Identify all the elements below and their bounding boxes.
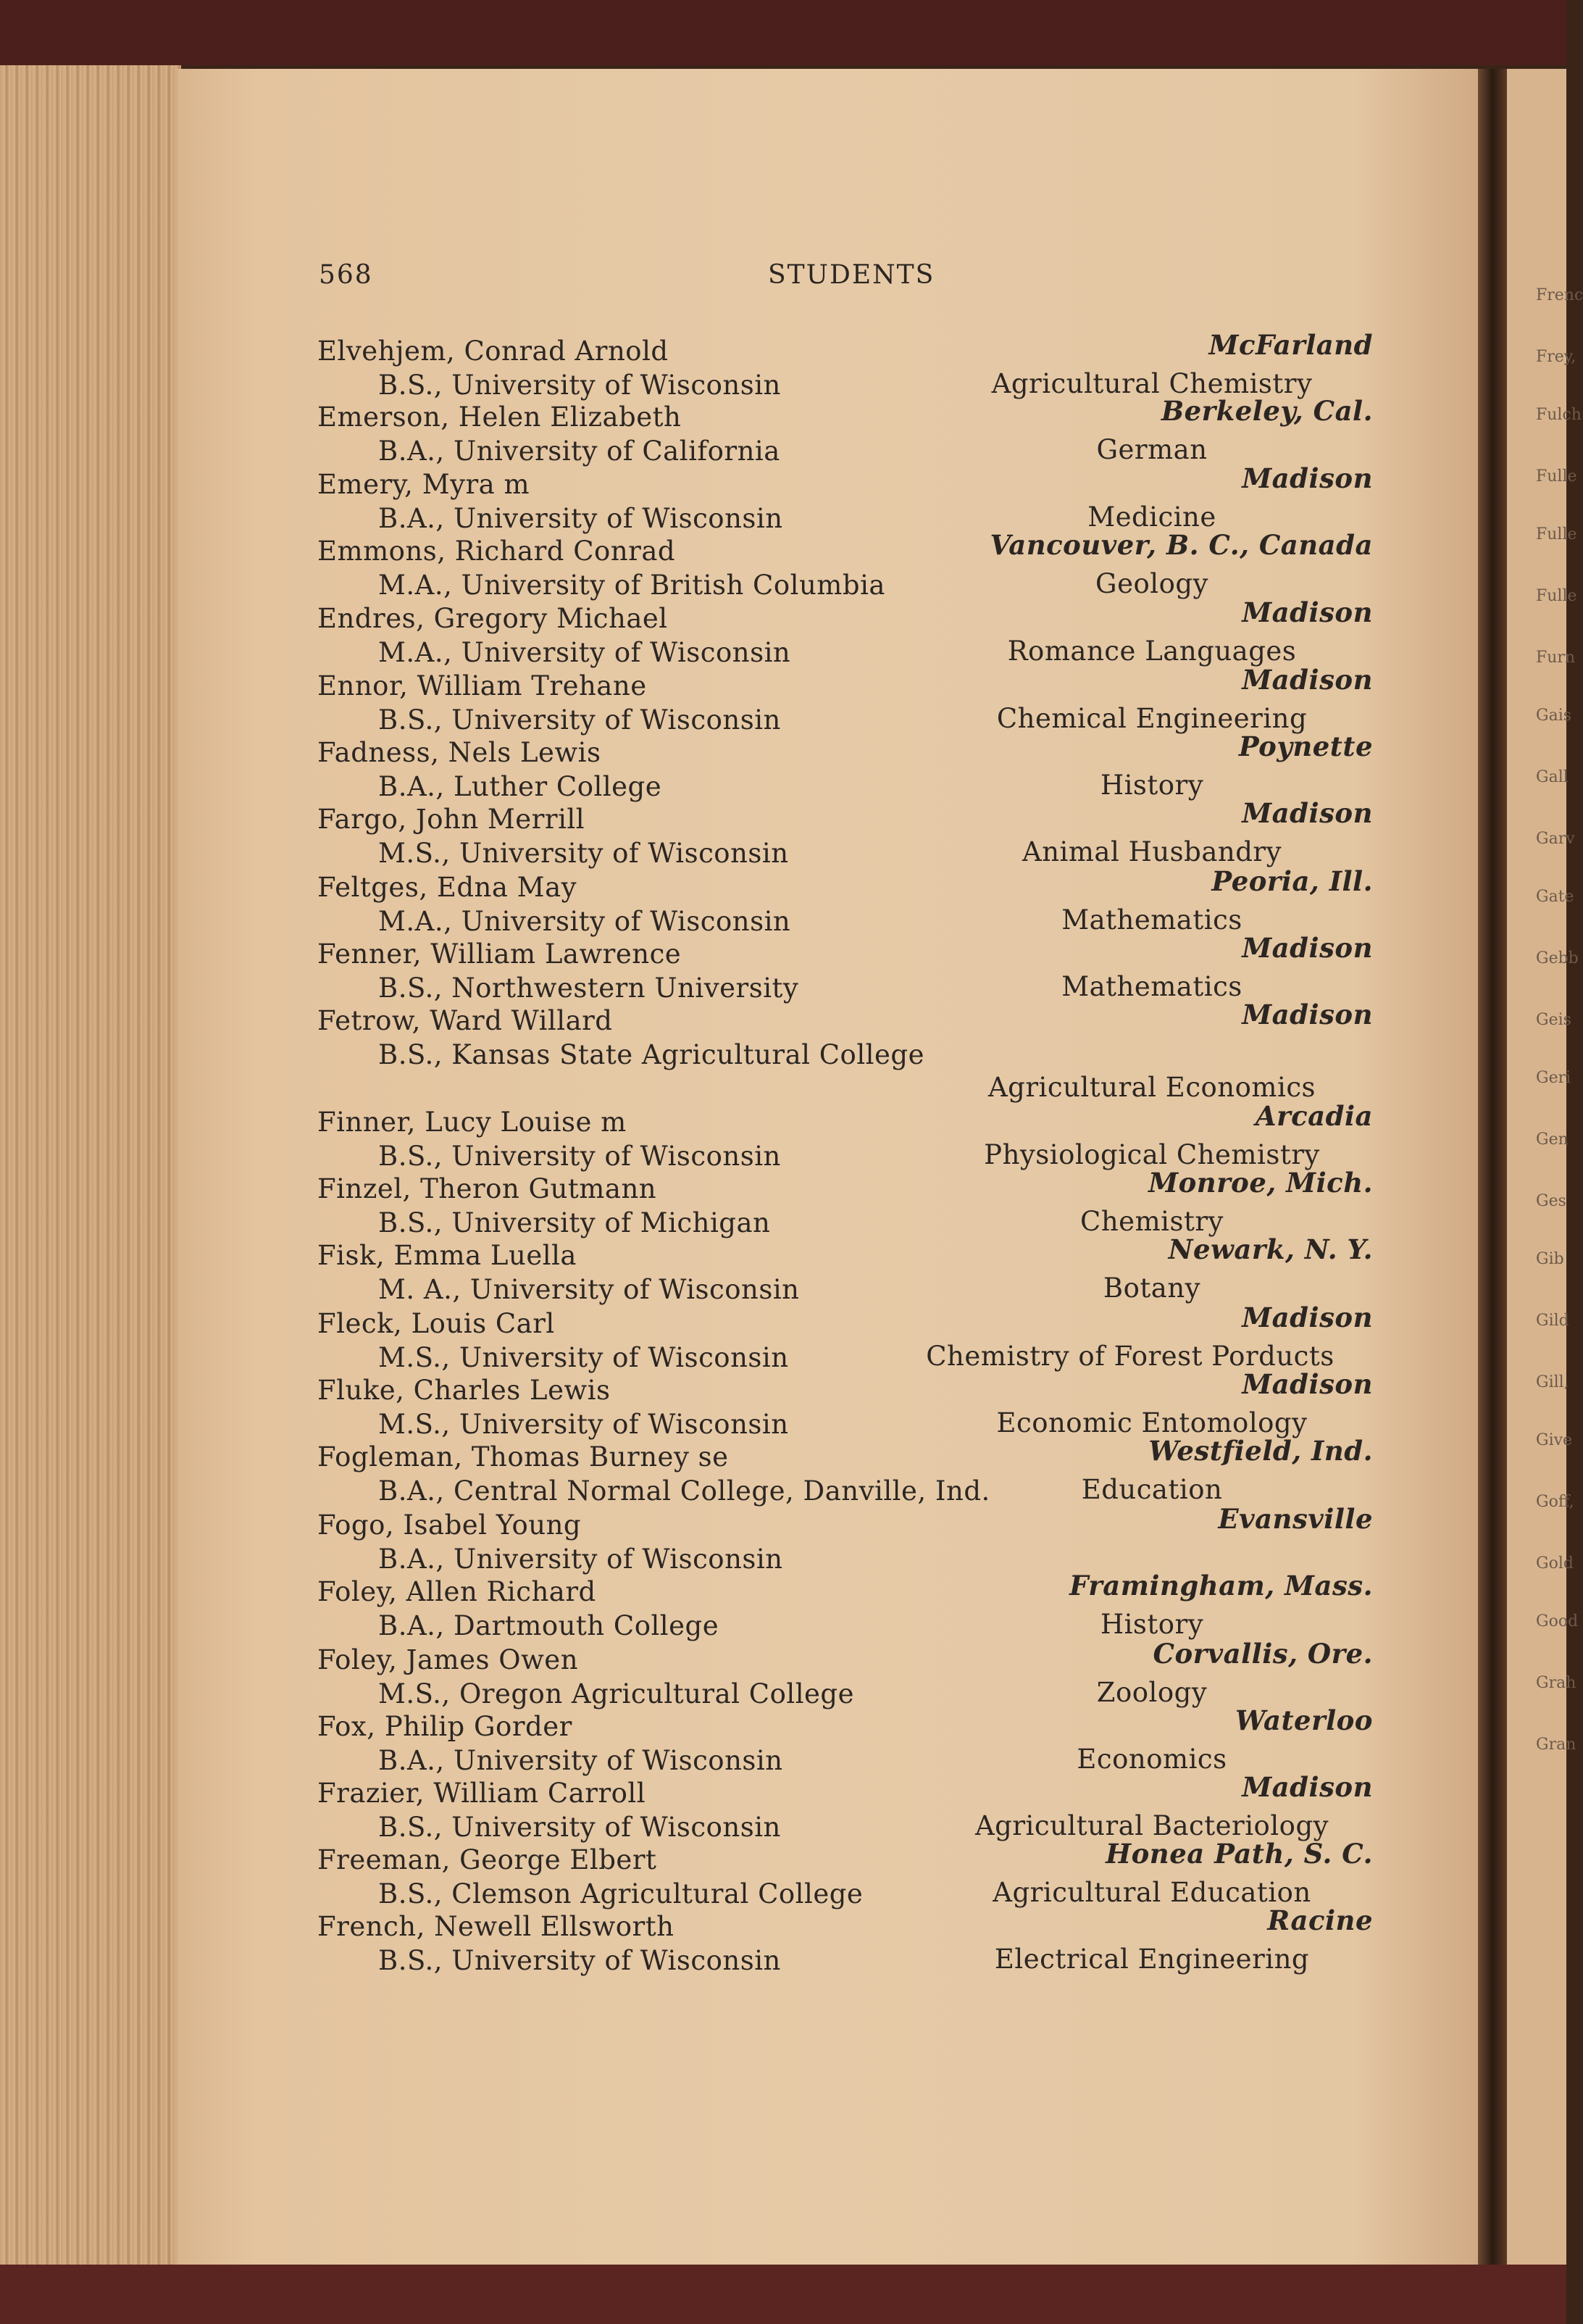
student-hometown: Madison: [1242, 1771, 1373, 1803]
student-name: Feltges, Edna May: [317, 872, 577, 903]
student-name: Finzel, Theron Gutmann: [317, 1173, 657, 1204]
student-name: Freeman, George Elbert: [317, 1844, 657, 1875]
student-major: Botany: [1103, 1273, 1201, 1304]
adjacent-page-fragment: Gate: [1536, 888, 1574, 906]
adjacent-page-fragment: Fulle: [1536, 587, 1577, 605]
student-degree: M.A., University of British Columbia: [378, 570, 885, 601]
student-name: Fargo, John Merrill: [317, 804, 585, 835]
student-degree: B.A., Central Normal College, Danville, Ind.: [378, 1475, 990, 1507]
student-hometown: Waterloo: [1235, 1704, 1373, 1736]
adjacent-page-fragment: Ges: [1536, 1192, 1566, 1210]
student-degree: M.S., Oregon Agricultural College: [378, 1678, 855, 1709]
adjacent-page-fragment: Goff,: [1536, 1493, 1574, 1511]
student-degree: B.A., University of Wisconsin: [378, 1745, 783, 1776]
adjacent-page-fragment: Gild: [1536, 1312, 1569, 1330]
student-degree: B.S., University of Wisconsin: [378, 704, 781, 736]
adjacent-page-fragment: Gebb: [1536, 949, 1579, 967]
student-hometown: Madison: [1242, 596, 1373, 628]
student-degree: M. A., University of Wisconsin: [378, 1274, 800, 1305]
student-name: Emerson, Helen Elizabeth: [317, 401, 682, 433]
student-degree: M.S., University of Wisconsin: [378, 1342, 789, 1373]
student-degree: B.A., University of California: [378, 436, 780, 467]
student-degree: B.S., Kansas State Agricultural College: [378, 1039, 924, 1070]
adjacent-page: [1507, 69, 1583, 2265]
student-name: Fadness, Nels Lewis: [317, 737, 601, 768]
student-name: Elvehjem, Conrad Arnold: [317, 336, 669, 367]
student-name: Frazier, William Carroll: [317, 1778, 646, 1809]
student-degree: B.S., Northwestern University: [378, 973, 799, 1004]
student-hometown: Madison: [1242, 1368, 1373, 1400]
student-major: History: [1100, 770, 1204, 801]
student-major: Mathematics: [1061, 904, 1242, 936]
student-degree: B.A., Dartmouth College: [378, 1610, 719, 1641]
book-cover-top: [0, 0, 1566, 65]
student-degree: M.A., University of Wisconsin: [378, 637, 791, 668]
adjacent-page-fragment: Gold: [1536, 1554, 1574, 1573]
student-hometown: Poynette: [1238, 730, 1373, 762]
adjacent-page-fragment: Fulch: [1536, 406, 1582, 424]
student-hometown: Berkeley, Cal.: [1161, 395, 1373, 427]
student-major: Geology: [1095, 568, 1208, 599]
student-major: Electrical Engineering: [994, 1944, 1310, 1975]
student-major: Agricultural Economics: [987, 1072, 1316, 1103]
student-name: Fogo, Isabel Young: [317, 1509, 582, 1541]
student-major: Agricultural Education: [993, 1877, 1311, 1908]
student-hometown: Madison: [1242, 797, 1373, 829]
student-major: Chemistry: [1080, 1206, 1224, 1237]
adjacent-page-fragment: Fulle: [1536, 467, 1577, 486]
student-name: Fox, Philip Gorder: [317, 1711, 572, 1742]
student-hometown: Peoria, Ill.: [1211, 865, 1373, 897]
student-degree: B.S., University of Wisconsin: [378, 1945, 781, 1976]
student-name: Foley, Allen Richard: [317, 1576, 596, 1607]
student-major: German: [1096, 434, 1208, 465]
adjacent-page-fragment: Frey,: [1536, 348, 1576, 366]
book-gutter: [1478, 69, 1507, 2265]
student-hometown: Madison: [1242, 462, 1373, 494]
student-major: Chemistry of Forest Porducts: [926, 1341, 1335, 1372]
student-major: Physiological Chemistry: [984, 1139, 1320, 1170]
adjacent-page-fragment: Good: [1536, 1612, 1579, 1630]
adjacent-page-fragment: Gran: [1536, 1736, 1576, 1754]
adjacent-page-fragment: Fulle: [1536, 525, 1577, 543]
student-degree: B.A., Luther College: [378, 771, 662, 802]
student-hometown: Racine: [1267, 1904, 1373, 1936]
student-name: Emery, Myra m: [317, 469, 530, 500]
student-name: Fetrow, Ward Willard: [317, 1005, 613, 1036]
student-name: Fogleman, Thomas Burney se: [317, 1441, 729, 1473]
student-hometown: Monroe, Mich.: [1148, 1167, 1373, 1199]
student-hometown: Westfield, Ind.: [1148, 1435, 1373, 1467]
adjacent-page-fragment: Gais: [1536, 707, 1572, 725]
student-name: Endres, Gregory Michael: [317, 603, 668, 634]
student-major: Mathematics: [1061, 971, 1242, 1002]
student-hometown: Madison: [1242, 1301, 1373, 1333]
student-major: Agricultural Bacteriology: [974, 1810, 1329, 1841]
student-hometown: Corvallis, Ore.: [1153, 1638, 1373, 1670]
page-number: 568: [319, 260, 373, 290]
student-degree: M.S., University of Wisconsin: [378, 838, 789, 869]
student-degree: B.S., University of Wisconsin: [378, 370, 781, 401]
student-name: Fenner, William Lawrence: [317, 938, 682, 970]
student-name: Fluke, Charles Lewis: [317, 1375, 611, 1406]
student-name: Fleck, Louis Carl: [317, 1308, 555, 1339]
student-major: Economic Entomology: [996, 1407, 1308, 1438]
student-degree: M.S., University of Wisconsin: [378, 1409, 789, 1440]
student-degree: B.S., University of Michigan: [378, 1207, 771, 1238]
adjacent-page-fragment: Gen: [1536, 1130, 1569, 1149]
student-major: Agricultural Chemistry: [991, 368, 1313, 399]
student-degree: B.S., University of Wisconsin: [378, 1141, 781, 1172]
student-hometown: Madison: [1242, 999, 1373, 1030]
student-major: Medicine: [1087, 501, 1216, 533]
student-major: History: [1100, 1609, 1204, 1640]
student-name: Emmons, Richard Conrad: [317, 536, 676, 567]
student-name: Ennor, William Trehane: [317, 670, 647, 701]
adjacent-page-fragment: Gill,: [1536, 1373, 1569, 1391]
student-major: Animal Husbandry: [1022, 836, 1282, 867]
student-degree: B.S., Clemson Agricultural College: [378, 1878, 864, 1909]
student-hometown: McFarland: [1208, 329, 1373, 361]
student-degree: B.S., University of Wisconsin: [378, 1812, 781, 1843]
student-hometown: Evansville: [1218, 1503, 1373, 1535]
student-hometown: Madison: [1242, 664, 1373, 696]
student-major: Zoology: [1096, 1677, 1208, 1708]
adjacent-page-fragment: Frenc: [1536, 286, 1583, 304]
adjacent-page-fragment: Geis: [1536, 1011, 1571, 1029]
student-degree: B.A., University of Wisconsin: [378, 1544, 783, 1575]
adjacent-page-fragment: Grah: [1536, 1674, 1576, 1692]
adjacent-page-fragment: Geri: [1536, 1069, 1571, 1087]
student-degree: B.A., University of Wisconsin: [378, 503, 783, 534]
page-title: STUDENTS: [768, 260, 935, 290]
student-major: Romance Languages: [1007, 636, 1297, 667]
student-name: Finner, Lucy Louise m: [317, 1107, 627, 1138]
student-major: Chemical Engineering: [996, 703, 1308, 734]
student-hometown: Madison: [1242, 932, 1373, 964]
student-major: Education: [1081, 1474, 1223, 1505]
student-hometown: Arcadia: [1255, 1100, 1373, 1132]
student-name: French, Newell Ellsworth: [317, 1911, 674, 1942]
adjacent-page-fragment: Furn: [1536, 649, 1576, 667]
adjacent-page-fragment: Gib: [1536, 1250, 1564, 1268]
adjacent-page-fragment: Gall: [1536, 768, 1569, 786]
student-hometown: Newark, N. Y.: [1168, 1233, 1373, 1265]
student-hometown: Honea Path, S. C.: [1106, 1838, 1373, 1870]
page-edges: [0, 65, 181, 2265]
student-degree: M.A., University of Wisconsin: [378, 906, 791, 937]
student-hometown: Vancouver, B. C., Canada: [990, 529, 1373, 561]
adjacent-page-fragment: Garv: [1536, 830, 1575, 848]
student-hometown: Framingham, Mass.: [1069, 1570, 1373, 1602]
student-major: Economics: [1077, 1744, 1227, 1775]
book-cover-bottom: [0, 2265, 1566, 2324]
adjacent-page-fragment: Give: [1536, 1431, 1573, 1449]
student-name: Foley, James Owen: [317, 1644, 579, 1675]
student-name: Fisk, Emma Luella: [317, 1240, 577, 1271]
